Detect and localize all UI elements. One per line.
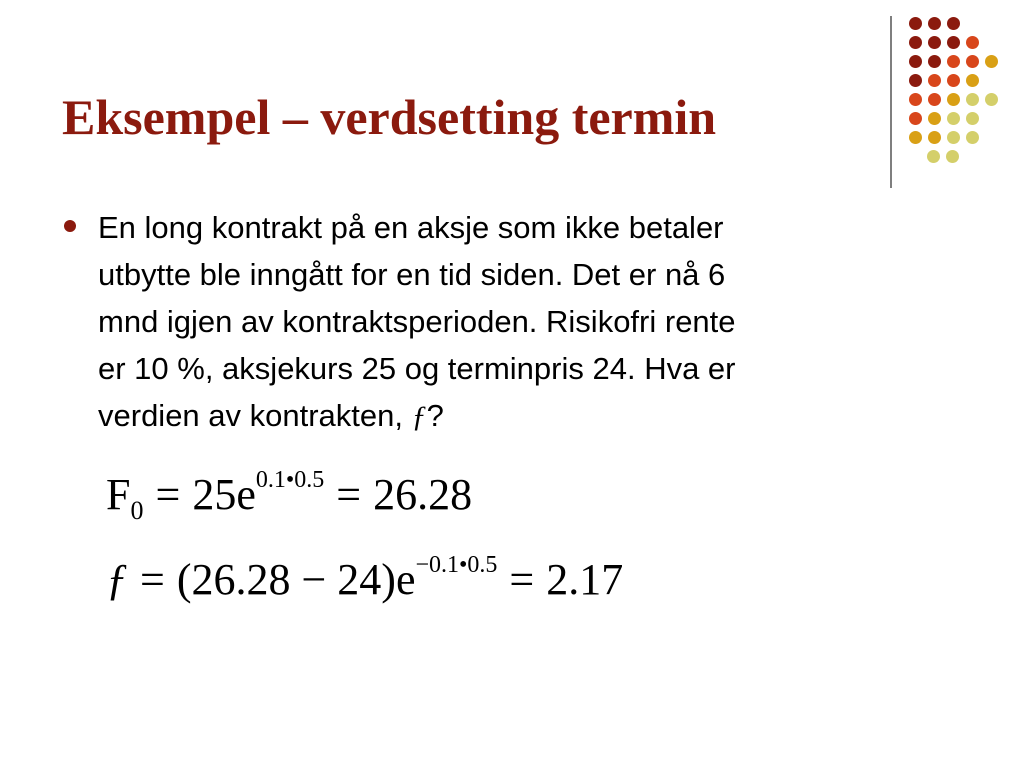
decorative-dot — [966, 93, 979, 106]
eq1-lhs-base: F — [106, 470, 131, 519]
decorative-dot — [928, 74, 941, 87]
question-mark: ? — [426, 398, 444, 433]
bullet-dot-icon — [64, 220, 76, 232]
decorative-dot — [928, 112, 941, 125]
bullet-line-last — [98, 392, 938, 440]
bullet-line: er 10 %, aksjekurs 25 og terminpris 24. Hva er — [98, 351, 736, 386]
decorative-dot — [928, 55, 941, 68]
decorative-dot — [966, 112, 979, 125]
decorative-dot — [966, 131, 979, 144]
decorative-dot — [947, 17, 960, 30]
bullet-text — [98, 204, 938, 440]
eq1-term: 25e — [192, 470, 256, 519]
equation-forward-price — [106, 468, 472, 524]
decorative-dot — [966, 74, 979, 87]
decorative-dot — [909, 17, 922, 30]
decorative-dot — [947, 112, 960, 125]
decorative-dot — [947, 93, 960, 106]
decorative-dot — [985, 93, 998, 106]
eq2-term: (26.28 − 24)e — [176, 555, 416, 604]
decorative-dot — [928, 131, 941, 144]
eq1-lhs-subscript: 0 — [130, 496, 144, 525]
vertical-divider — [890, 16, 892, 188]
eq1-equals-2: = — [336, 470, 362, 519]
decorative-dot — [947, 131, 960, 144]
eq2-equals-2: = — [509, 555, 535, 604]
eq1-equals: = — [155, 470, 181, 519]
decorative-dot — [947, 74, 960, 87]
decorative-dot — [927, 150, 940, 163]
decorative-dot — [966, 55, 979, 68]
slide-title: Eksempel – verdsetting termin — [62, 89, 717, 145]
eq1-result: 26.28 — [373, 470, 473, 519]
eq2-result: 2.17 — [546, 555, 624, 604]
decorative-dot — [909, 36, 922, 49]
eq2-lhs: ƒ — [106, 555, 128, 604]
bullet-line: mnd igjen av kontraktsperioden. Risikofri rente — [98, 304, 736, 339]
decorative-dot — [985, 55, 998, 68]
forward-value-symbol: ƒ — [411, 400, 427, 433]
decorative-dot — [928, 17, 941, 30]
equation-contract-value — [106, 553, 623, 602]
decorative-dot — [966, 36, 979, 49]
decorative-dot — [947, 36, 960, 49]
bullet-line-text: verdien av kontrakten, — [98, 398, 404, 433]
decorative-dot — [909, 112, 922, 125]
decorative-dot — [946, 150, 959, 163]
decorative-dot — [909, 55, 922, 68]
decorative-dot — [909, 93, 922, 106]
decorative-dot — [928, 36, 941, 49]
decorative-dot — [909, 74, 922, 87]
eq2-exponent: −0.1•0.5 — [415, 552, 498, 578]
eq2-equals: = — [140, 555, 165, 604]
bullet-line: utbytte ble inngått for en tid siden. Det er nå 6 — [98, 257, 726, 292]
decorative-dot — [947, 55, 960, 68]
decorative-dot — [909, 131, 922, 144]
bullet-line: En long kontrakt på en aksje som ikke betaler — [98, 210, 724, 245]
eq1-exponent: 0.1•0.5 — [255, 467, 325, 493]
decorative-dot — [928, 93, 941, 106]
